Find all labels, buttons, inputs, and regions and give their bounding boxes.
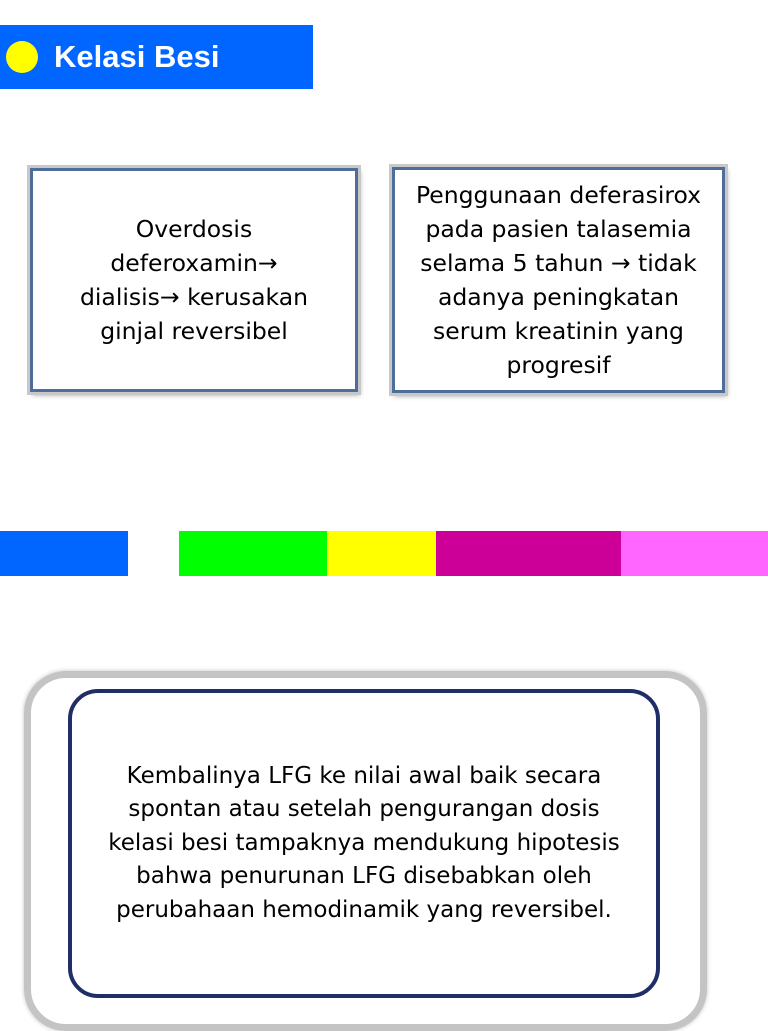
text-line: pada pasien talasemia (425, 215, 692, 243)
text-line: kelasi besi tampaknya mendukung hipotesis (108, 829, 620, 856)
text-line: Overdosis (135, 215, 253, 243)
color-stripe-magenta (436, 531, 621, 576)
text-line: selama 5 tahun → tidak (420, 249, 697, 277)
text-line: spontan atau setelah pengurangan dosis (128, 796, 600, 823)
text-line: serum kreatinin yang (433, 317, 684, 345)
page-title: Kelasi Besi (54, 39, 220, 74)
text-line: perubahaan hemodinamik yang reversibel. (116, 896, 612, 923)
info-box-deferoxamine (30, 168, 358, 392)
text-line: ginjal reversibel (100, 317, 288, 345)
info-box-text (416, 178, 701, 382)
text-line: Kembalinya LFG ke nilai awal baik secara (126, 762, 602, 789)
text-line: bahwa penurunan LFG disebabkan oleh (136, 863, 592, 890)
color-stripe-pink (621, 531, 768, 576)
conclusion-text (108, 760, 620, 928)
color-stripe-blue (0, 531, 128, 576)
text-line: progresif (506, 351, 611, 379)
color-stripe-yellow (327, 531, 436, 576)
bullet-dot-icon (6, 41, 38, 73)
color-stripe-green (179, 531, 327, 576)
text-line: dialisis→ kerusakan (79, 283, 308, 311)
text-line: deferoxamin→ (110, 249, 278, 277)
text-line: adanya peningkatan (437, 283, 680, 311)
text-line: Penggunaan deferasirox (415, 181, 702, 209)
conclusion-box (68, 689, 660, 998)
title-bar (0, 25, 313, 89)
info-box-text (80, 212, 308, 348)
info-box-deferasirox (392, 167, 725, 393)
